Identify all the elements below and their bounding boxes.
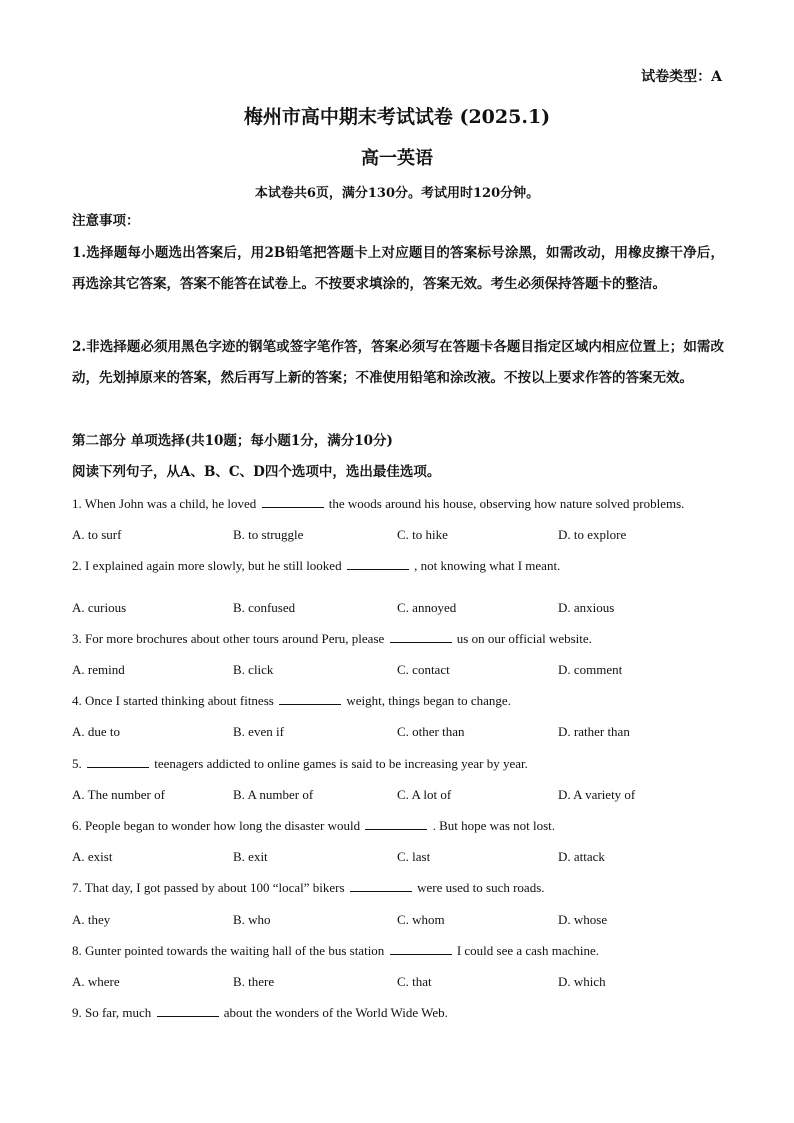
question-8 — [72, 943, 752, 959]
option-d: D. rather than — [558, 724, 630, 739]
option-a: A. where — [72, 974, 120, 989]
question-8-text-before: 8. Gunter pointed towards the waiting hall of the bus station — [72, 943, 385, 958]
option-c: C. A lot of — [397, 787, 452, 802]
question-2-text-after: , not knowing what I meant. — [414, 558, 561, 573]
option-c: C. to hike — [397, 527, 448, 542]
option-d: D. which — [558, 974, 606, 989]
question-3 — [72, 631, 752, 647]
option-a: A. to surf — [72, 527, 122, 542]
question-3-text-before: 3. For more brochures about other tours around Peru, please — [72, 631, 385, 646]
option-a: A. curious — [72, 600, 127, 615]
option-d: D. comment — [558, 662, 623, 677]
question-6-text-before: 6. People began to wonder how long the disaster would — [72, 818, 361, 833]
exam-subtitle: 高一英语 — [361, 148, 433, 169]
option-a: A. due to — [72, 724, 121, 739]
option-d: D. A variety of — [558, 787, 636, 802]
option-b: B. there — [233, 974, 275, 989]
question-9 — [72, 1005, 752, 1021]
notes-heading: 注意事项： — [72, 213, 140, 229]
question-9-text-after: about the wonders of the World Wide Web. — [223, 1005, 448, 1020]
answer-blank — [390, 944, 452, 955]
option-c: C. other than — [397, 724, 465, 739]
question-6 — [72, 818, 752, 834]
note-item-1: 1.选择题每小题选出答案后，用2B铅笔把答题卡上对应题目的答案标号涂黑，如需改动，用橡皮擦干净后，再选涂其它答案，答案不能答在试卷上。不按要求填涂的，答案无效。考生必须保持答题卡的整洁。 — [72, 245, 724, 292]
answer-blank — [347, 559, 409, 570]
section-heading: 第二部分 单项选择(共10题；每小题1分，满分10分) — [72, 433, 393, 449]
question-4 — [72, 693, 752, 709]
question-5 — [72, 756, 752, 772]
option-b: B. A number of — [233, 787, 314, 802]
option-a: A. exist — [72, 849, 113, 864]
option-a: A. The number of — [72, 787, 165, 802]
paper-type-label: 试卷类型：A — [641, 69, 722, 85]
option-c: C. last — [397, 849, 431, 864]
question-1-text-before: 1. When John was a child, he loved — [72, 496, 257, 511]
option-d: D. anxious — [558, 600, 615, 615]
option-b: B. confused — [233, 600, 296, 615]
option-c: C. contact — [397, 662, 450, 677]
question-8-text-after: I could see a cash machine. — [456, 943, 600, 958]
answer-blank — [157, 1006, 219, 1017]
option-a: A. they — [72, 912, 111, 927]
question-2 — [72, 558, 752, 574]
answer-blank — [279, 694, 341, 705]
option-c: C. that — [397, 974, 432, 989]
option-b: B. even if — [233, 724, 284, 739]
question-6-text-after: . But hope was not lost. — [432, 818, 556, 833]
question-4-text-after: weight, things began to change. — [346, 693, 511, 708]
question-1-text-after: the woods around his house, observing how nature solved problems. — [328, 496, 685, 511]
answer-blank — [87, 757, 149, 768]
question-5-text-after: teenagers addicted to online games is said to be increasing year by year. — [154, 756, 528, 771]
exam-title: 梅州市高中期末考试试卷 (2025.1) — [243, 106, 551, 128]
option-d: D. attack — [558, 849, 605, 864]
answer-blank — [262, 497, 324, 508]
option-b: B. who — [233, 912, 271, 927]
option-d: D. to explore — [558, 527, 627, 542]
question-9-text-before: 9. So far, much — [72, 1005, 152, 1020]
option-c: C. annoyed — [397, 600, 457, 615]
option-d: D. whose — [558, 912, 608, 927]
answer-blank — [365, 819, 427, 830]
exam-info: 本试卷共6页，满分130分。考试用时120分钟。 — [254, 186, 540, 201]
option-a: A. remind — [72, 662, 125, 677]
option-c: C. whom — [397, 912, 445, 927]
question-7-text-before: 7. That day, I got passed by about 100 “local” bikers — [72, 880, 345, 895]
option-b: B. click — [233, 662, 274, 677]
section-instruction: 阅读下列句子，从A、B、C、D四个选项中，选出最佳选项。 — [72, 464, 441, 480]
question-7-text-after: were used to such roads. — [417, 880, 545, 895]
question-3-text-after: us on our official website. — [456, 631, 592, 646]
answer-blank — [390, 632, 452, 643]
note-item-2: 2.非选择题必须用黑色字迹的钢笔或签字笔作答，答案必须写在答题卡各题目指定区域内相应位置上；如需改动，先划掉原来的答案，然后再写上新的答案；不准使用铅笔和涂改液。不按以上要求作答的答案无效。 — [72, 339, 724, 386]
option-b: B. exit — [233, 849, 268, 864]
question-2-text-before: 2. I explained again more slowly, but he still looked — [72, 558, 342, 573]
question-7 — [72, 880, 752, 896]
answer-blank — [350, 881, 412, 892]
question-1 — [72, 496, 752, 512]
option-b: B. to struggle — [233, 527, 304, 542]
question-4-text-before: 4. Once I started thinking about fitness — [72, 693, 274, 708]
question-5-text-before: 5. — [72, 756, 82, 771]
